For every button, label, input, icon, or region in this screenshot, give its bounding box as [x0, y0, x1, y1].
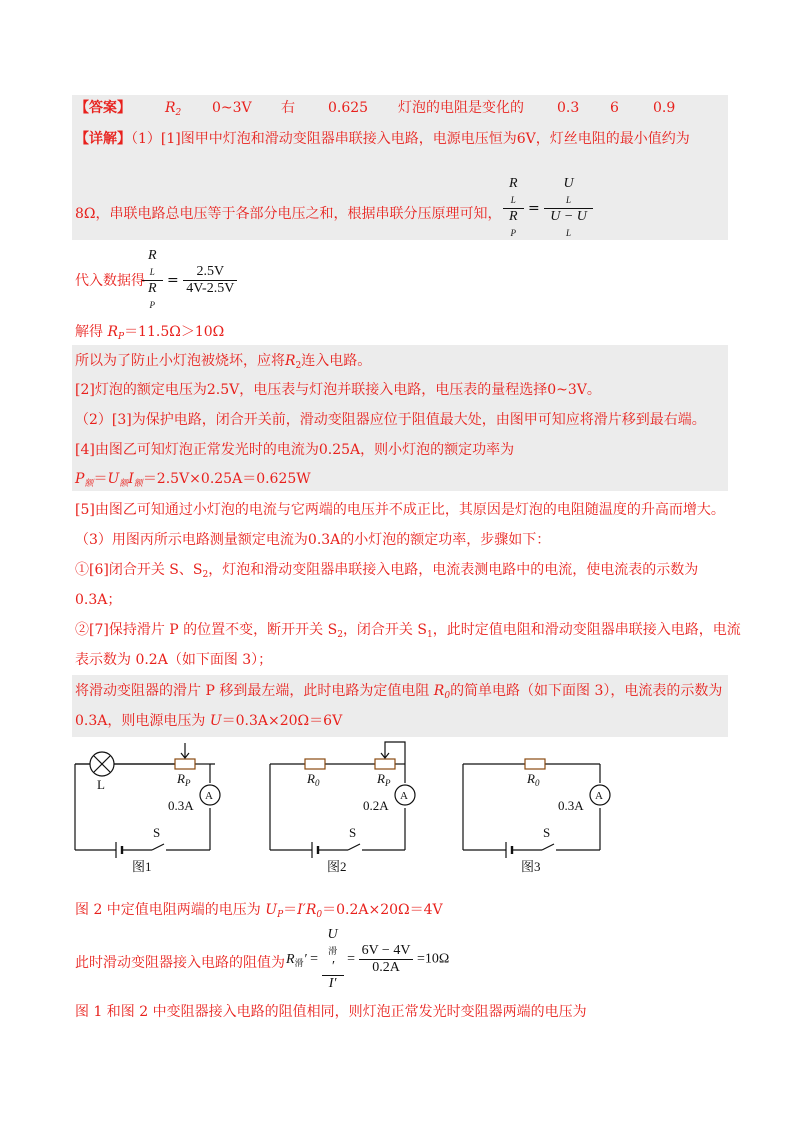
fig3-r0-label: $R_0$	[527, 771, 540, 788]
detail-line-2: 8Ω，串联电路总电压等于各部分电压之和，根据串联分压原理可知，	[75, 206, 502, 222]
fig2-current: 0.2A	[363, 798, 389, 813]
answer-label: 【答案】	[75, 100, 131, 116]
detail-line-12: ①[6]闭合开关 S、$S_2$，灯泡和滑动变阻器串联接入电路，电流表测电路中的电流，使电流表的示数为	[75, 562, 699, 580]
detail-line-15: 表示数为 0.2A（如下面图 3）；	[75, 652, 273, 668]
detail-line-7: （2）[3]为保护电路，闭合开关前，滑动变阻器应位于阻值最大处，由图甲可知应将滑片移到最右端。	[75, 412, 706, 428]
detail-line-9: $P_额=U_额I_额=2.5V\times 0.25A=0.625W$	[75, 471, 311, 489]
fig2-caption: 图2	[327, 859, 347, 874]
answer-line	[75, 98, 131, 118]
detail-line-3: 代入数据得	[75, 273, 145, 289]
detail-line-4: 解得 $R_P=11.5\Omega>10\Omega$	[75, 324, 225, 342]
formula-resistance: $R_滑'$ = U 滑 ′ I′ = $\frac{6V - 4V}{0.2A}$ =10Ω	[286, 927, 450, 991]
detail-line-6: [2]灯泡的额定电压为2.5V，电压表与灯泡并联接入电路，电压表的量程选择0~3V。	[75, 382, 601, 398]
fig3-switch-label: S	[543, 825, 551, 840]
circuit-figures	[60, 738, 640, 878]
answer-item-power: 0.625	[328, 100, 369, 116]
fig1-switch-label: S	[153, 825, 161, 840]
fig1-rp-label: $R_P$	[177, 771, 191, 788]
detail-line-8: [4]由图乙可知灯泡正常发光时的电流为0.25A，则小灯泡的额定功率为	[75, 442, 515, 458]
detail-line-1: 【详解】（1）[1]图甲中灯泡和滑动变阻器串联接入电路，电源电压恒为6V，灯丝电阻的最小值约为	[75, 131, 690, 147]
answer-item-r2: $R_2$	[165, 100, 182, 118]
detail-line-10: [5]由图乙可知通过小灯泡的电流与它两端的电压并不成正比，其原因是灯泡的电阻随温度的升高而增大。	[75, 502, 725, 518]
answer-item-current: 0.3	[557, 100, 580, 116]
fig2-rp-label: $R_P$	[377, 771, 391, 788]
fig1-ammeter-symbol: A	[205, 790, 213, 802]
detail-line-17: 0.3A，则电源电压为 U＝0.3A×20Ω＝6V	[75, 713, 343, 729]
fig3-caption: 图3	[521, 859, 541, 874]
formula-ratio: R L R P = U L U − U L	[503, 176, 593, 241]
fig2-switch-label: S	[349, 825, 357, 840]
lamp-label: L	[97, 777, 105, 792]
circuit-figure-1	[75, 743, 220, 858]
fig1-caption: 图1	[132, 859, 152, 874]
circuit-figure-3	[463, 759, 610, 858]
detail-line-5: 所以为了防止小灯泡被烧坏，应将$R_2$连入电路。	[75, 353, 372, 371]
detail-line-11: （3）用图丙所示电路测量额定电流为0.3A的小灯泡的额定功率，步骤如下：	[75, 532, 551, 548]
fig3-ammeter-symbol: A	[595, 790, 603, 802]
detail-line-14: ②[7]保持滑片 P 的位置不变，断开开关 $S_2$，闭合开关 $S_1$，此时定值电阻和滑动变阻器串联接入电路，电流	[75, 622, 741, 640]
after-line-3: 图 1 和图 2 中变阻器接入电路的阻值相同，则灯泡正常发光时变阻器两端的电压为	[75, 1004, 587, 1020]
detail-line-16: 将滑动变阻器的滑片 P 移到最左端，此时电路为定值电阻 $R_0$的简单电路（如下面图 3），电流表的示数为	[75, 683, 723, 701]
fig3-current: 0.3A	[558, 798, 584, 813]
detail-line-13: 0.3A；	[75, 592, 122, 608]
formula-substitute: R L R P = $\frac{2.5V}{4V-2.5V}$	[142, 248, 237, 313]
fig2-r0-label: $R_0$	[307, 771, 320, 788]
detail-label: 【详解】	[75, 131, 131, 147]
after-line-1: 图 2 中定值电阻两端的电压为 $U_P=I'R_0=0.2A\times 20\Omega=4V$	[75, 902, 443, 920]
answer-item-power2: 0.9	[653, 100, 676, 116]
answer-item-range: 0~3V	[212, 100, 252, 116]
after-line-2: 此时滑动变阻器接入电路的阻值为	[75, 955, 285, 971]
answer-item-direction: 右	[281, 100, 295, 116]
answer-item-reason: 灯泡的电阻是变化的	[398, 100, 524, 116]
fig2-ammeter-symbol: A	[400, 790, 408, 802]
answer-item-voltage: 6	[610, 100, 619, 116]
circuit-figure-2	[270, 742, 415, 858]
fig1-current: 0.3A	[168, 798, 194, 813]
